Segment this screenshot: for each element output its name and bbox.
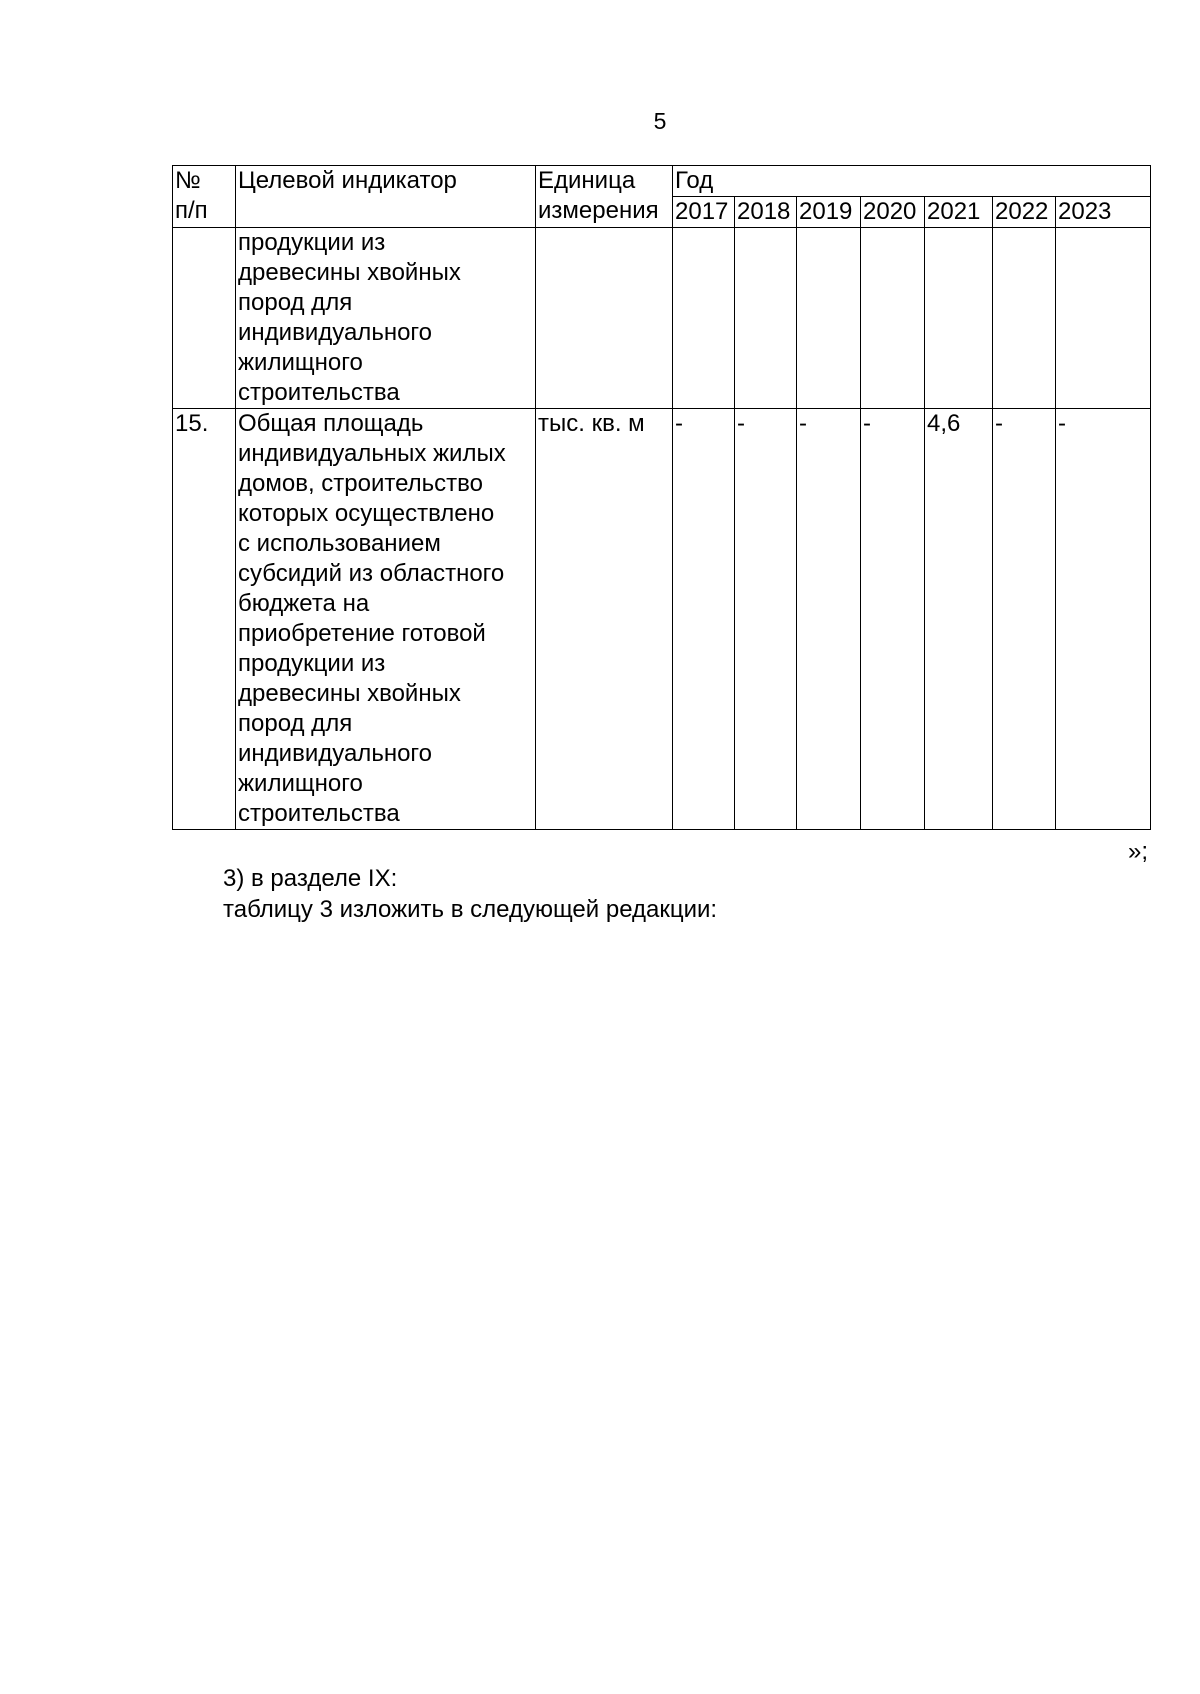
- closing-quote: »;: [1128, 838, 1149, 865]
- cell-unit: тыс. кв. м: [536, 409, 673, 830]
- header-year-group: Год: [673, 166, 1151, 197]
- text-line: строительства: [238, 800, 400, 827]
- text-line: продукции из: [238, 229, 386, 256]
- text-line: продукции из: [238, 650, 386, 677]
- text-line: которых осуществлено: [238, 500, 495, 527]
- header-year: 2020: [861, 197, 925, 228]
- cell-value-2023: -: [1056, 409, 1151, 830]
- table-row-15: [173, 409, 1151, 830]
- cell-empty: [735, 228, 797, 409]
- header-number-label: № п/п: [175, 167, 208, 224]
- text-line: приобретение готовой: [238, 620, 486, 647]
- header-unit-label: Единица измерения: [538, 167, 659, 224]
- cell-value-2017: -: [673, 409, 735, 830]
- header-indicator: Целевой индикатор: [236, 166, 536, 228]
- paragraph-section: 3) в разделе IX:: [223, 865, 398, 892]
- cell-empty-num: [173, 228, 236, 409]
- paragraph-instruction: таблицу 3 изложить в следующей редакции:: [223, 896, 718, 923]
- text-line: древесины хвойных: [238, 259, 461, 286]
- indicators-table: [172, 165, 1151, 830]
- cell-empty-unit: [536, 228, 673, 409]
- text-line: индивидуальных жилых: [238, 440, 506, 467]
- text-line: жилищного: [238, 349, 363, 376]
- cell-value-2019: -: [797, 409, 861, 830]
- text-line: индивидуального: [238, 319, 432, 346]
- cell-empty: [993, 228, 1056, 409]
- header-year: 2019: [797, 197, 861, 228]
- cell-value-2022: -: [993, 409, 1056, 830]
- text-line: жилищного: [238, 770, 363, 797]
- cell-row-number: 15.: [173, 409, 236, 830]
- text-line: пород для: [238, 710, 353, 737]
- page-number: 5: [653, 108, 667, 134]
- text-line: Общая площадь: [238, 410, 424, 437]
- cell-value-2018: -: [735, 409, 797, 830]
- header-year: 2023: [1056, 197, 1151, 228]
- cell-indicator: [236, 409, 536, 830]
- cell-empty: [925, 228, 993, 409]
- text-line: с использованием: [238, 530, 441, 557]
- header-year: 2021: [925, 197, 993, 228]
- header-year: 2022: [993, 197, 1056, 228]
- cell-empty: [673, 228, 735, 409]
- text-line: бюджета на: [238, 590, 370, 617]
- header-year: 2017: [673, 197, 735, 228]
- header-unit: [536, 166, 673, 228]
- table-header-row-1: [173, 166, 1151, 197]
- text-line: домов, строительство: [238, 470, 483, 497]
- cell-empty: [861, 228, 925, 409]
- text-line: древесины хвойных: [238, 680, 461, 707]
- header-year: 2018: [735, 197, 797, 228]
- cell-value-2020: -: [861, 409, 925, 830]
- header-number: [173, 166, 236, 228]
- cell-empty: [1056, 228, 1151, 409]
- cell-empty: [797, 228, 861, 409]
- text-line: строительства: [238, 379, 400, 406]
- text-line: индивидуального: [238, 740, 432, 767]
- text-line: пород для: [238, 289, 353, 316]
- cell-value-2021: 4,6: [925, 409, 993, 830]
- table-row-continued: [173, 228, 1151, 409]
- cell-indicator-continued: [236, 228, 536, 409]
- text-line: субсидий из областного: [238, 560, 505, 587]
